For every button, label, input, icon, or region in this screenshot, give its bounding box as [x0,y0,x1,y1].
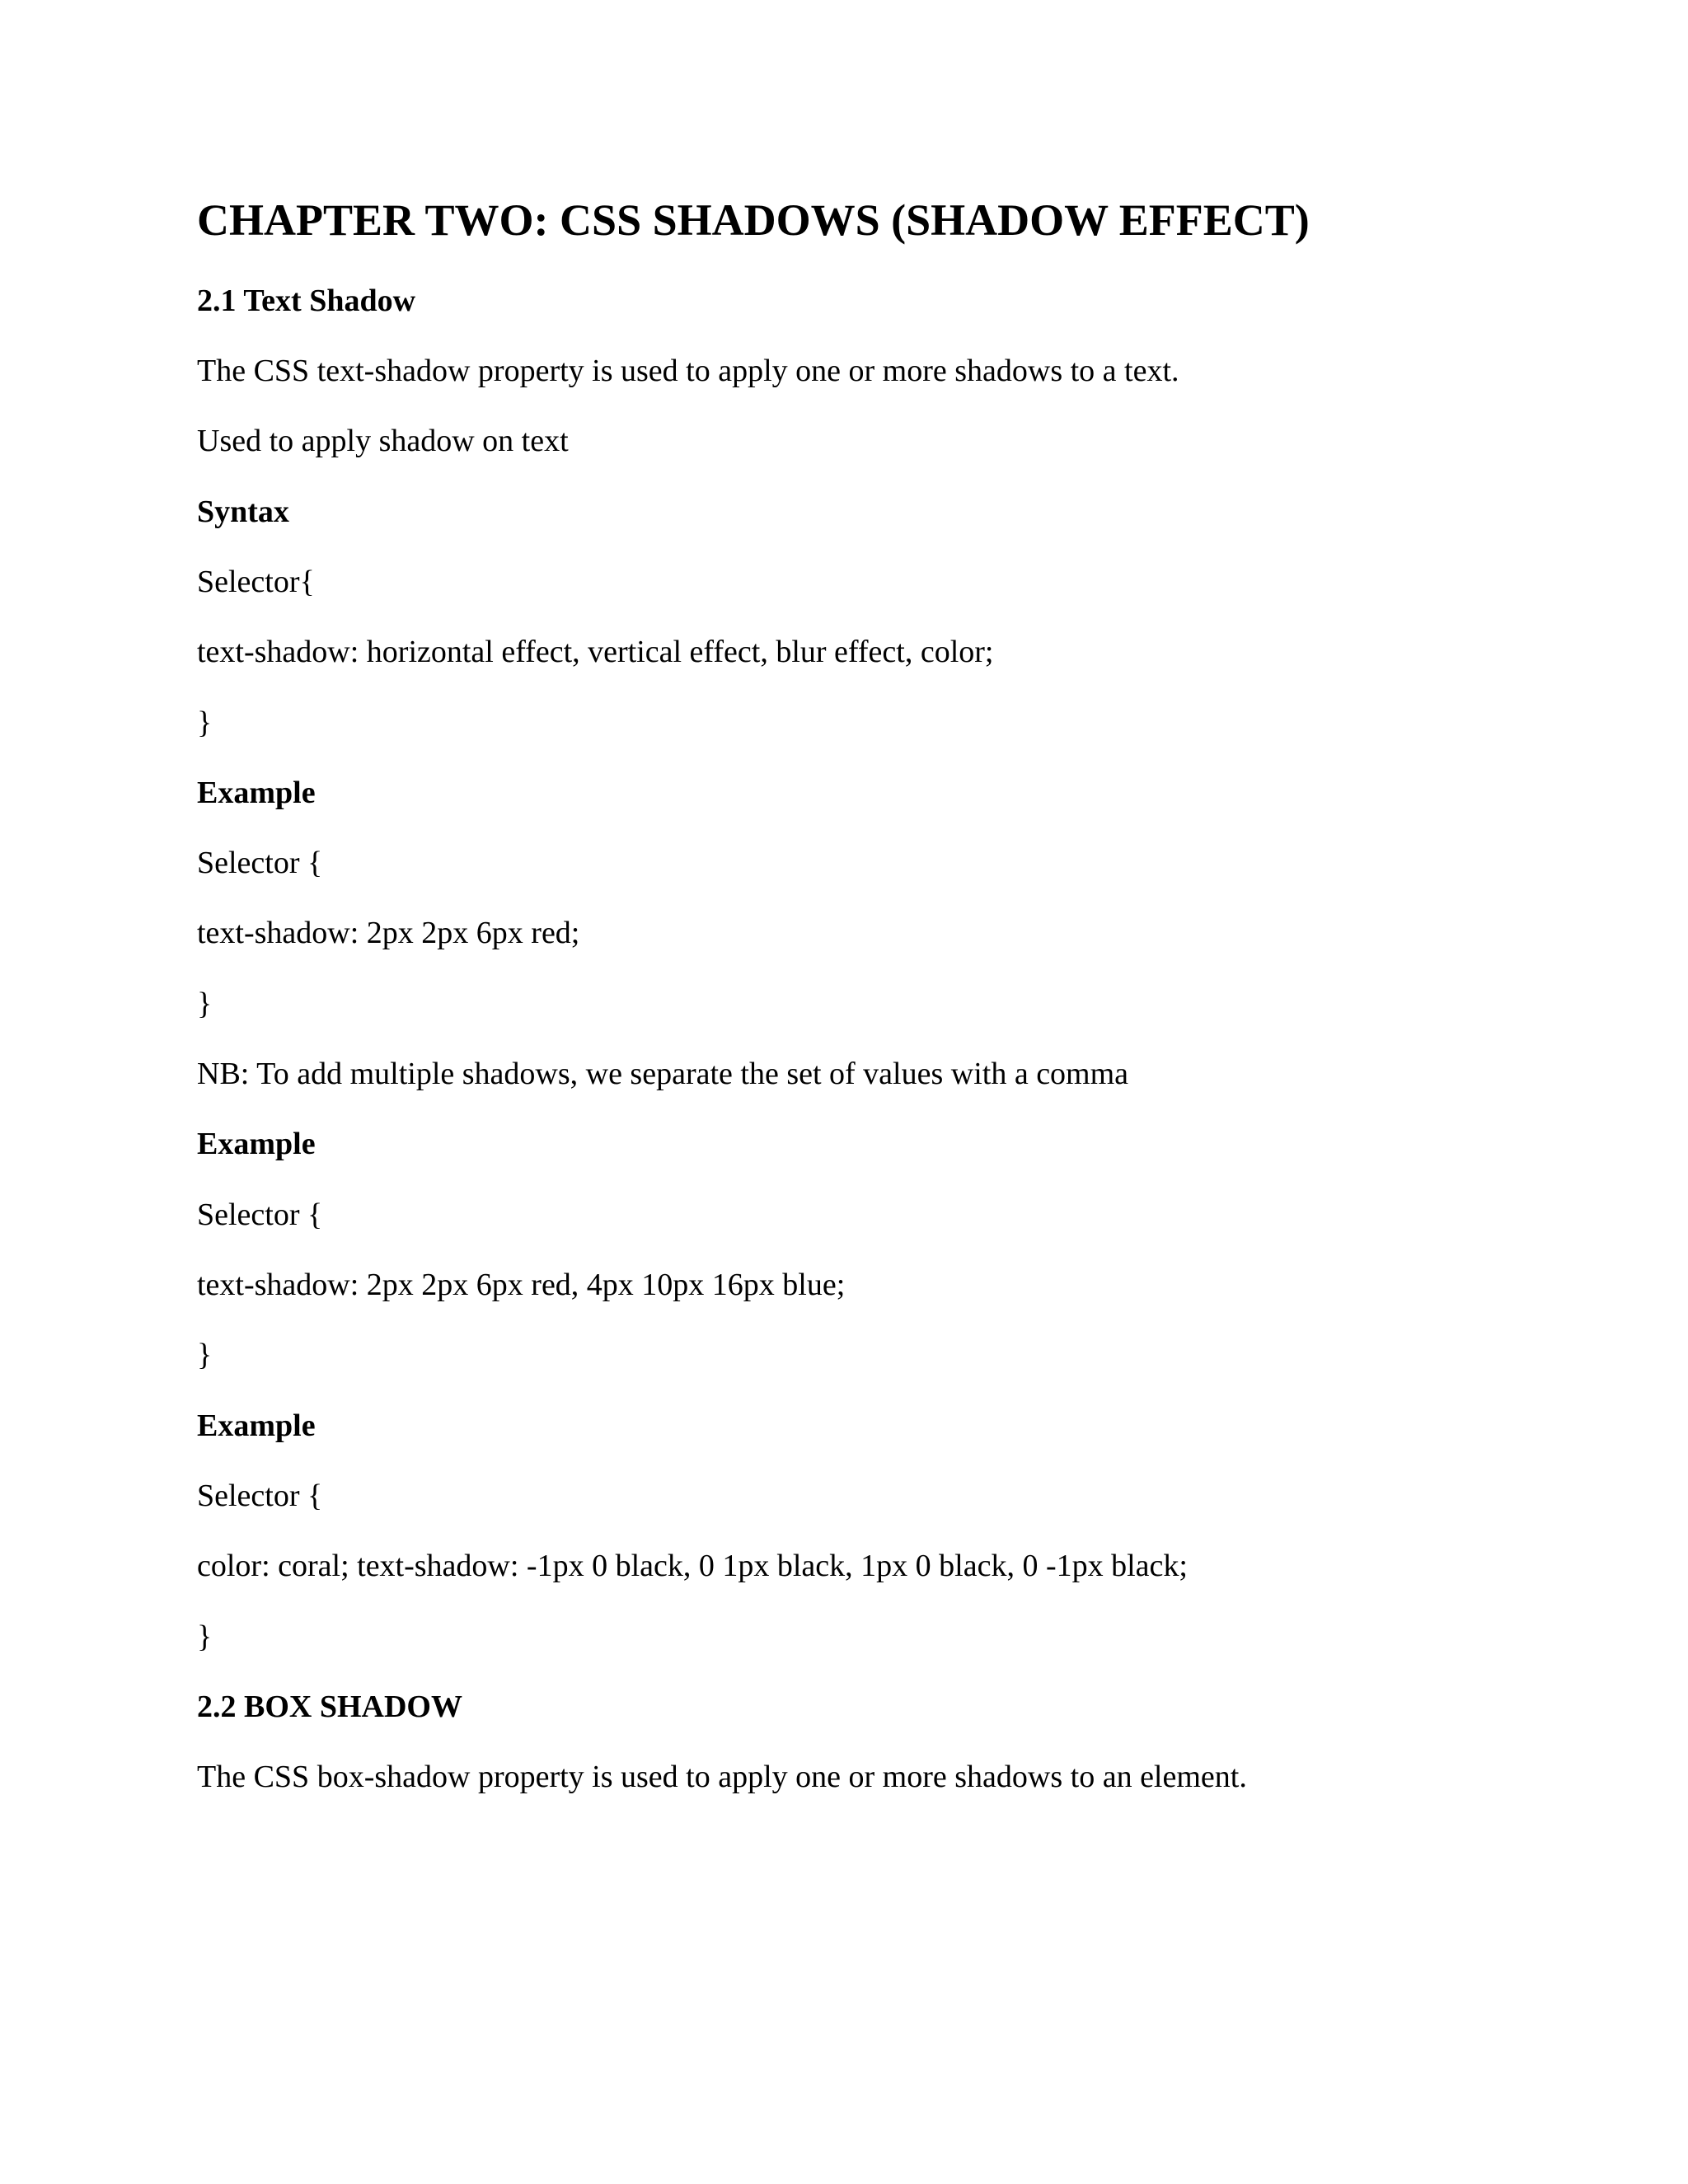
text-shadow-purpose: Used to apply shadow on text [197,424,569,458]
section-heading-text-shadow: 2.1 Text Shadow [197,284,416,318]
example-3-selector-close: } [197,1619,213,1654]
chapter-title: CHAPTER TWO: CSS SHADOWS (SHADOW EFFECT) [197,195,1310,245]
syntax-selector-close: } [197,705,213,740]
multiple-shadows-note: NB: To add multiple shadows, we separate the set of values with a comma [197,1057,1129,1091]
syntax-declaration: text-shadow: horizontal effect, vertical effect, blur effect, color; [197,635,994,669]
syntax-label: Syntax [197,494,289,529]
syntax-selector-open: Selector{ [197,565,315,599]
section-heading-box-shadow: 2.2 BOX SHADOW [197,1690,462,1724]
box-shadow-intro: The CSS box-shadow property is used to apply one or more shadows to an element. [197,1760,1247,1794]
example-2-label: Example [197,1127,316,1161]
example-1-label: Example [197,776,316,810]
text-shadow-intro: The CSS text-shadow property is used to apply one or more shadows to a text. [197,354,1179,388]
example-3-declaration: color: coral; text-shadow: -1px 0 black, 0 1px black, 1px 0 black, 0 -1px black; [197,1549,1188,1583]
example-3-label: Example [197,1408,316,1443]
example-1-selector-open: Selector { [197,846,323,880]
example-2-selector-open: Selector { [197,1197,323,1232]
example-1-selector-close: } [197,987,213,1021]
example-1-declaration: text-shadow: 2px 2px 6px red; [197,916,580,950]
example-2-selector-close: } [197,1338,213,1372]
example-2-declaration: text-shadow: 2px 2px 6px red, 4px 10px 16px blue; [197,1268,846,1302]
example-3-selector-open: Selector { [197,1479,323,1513]
